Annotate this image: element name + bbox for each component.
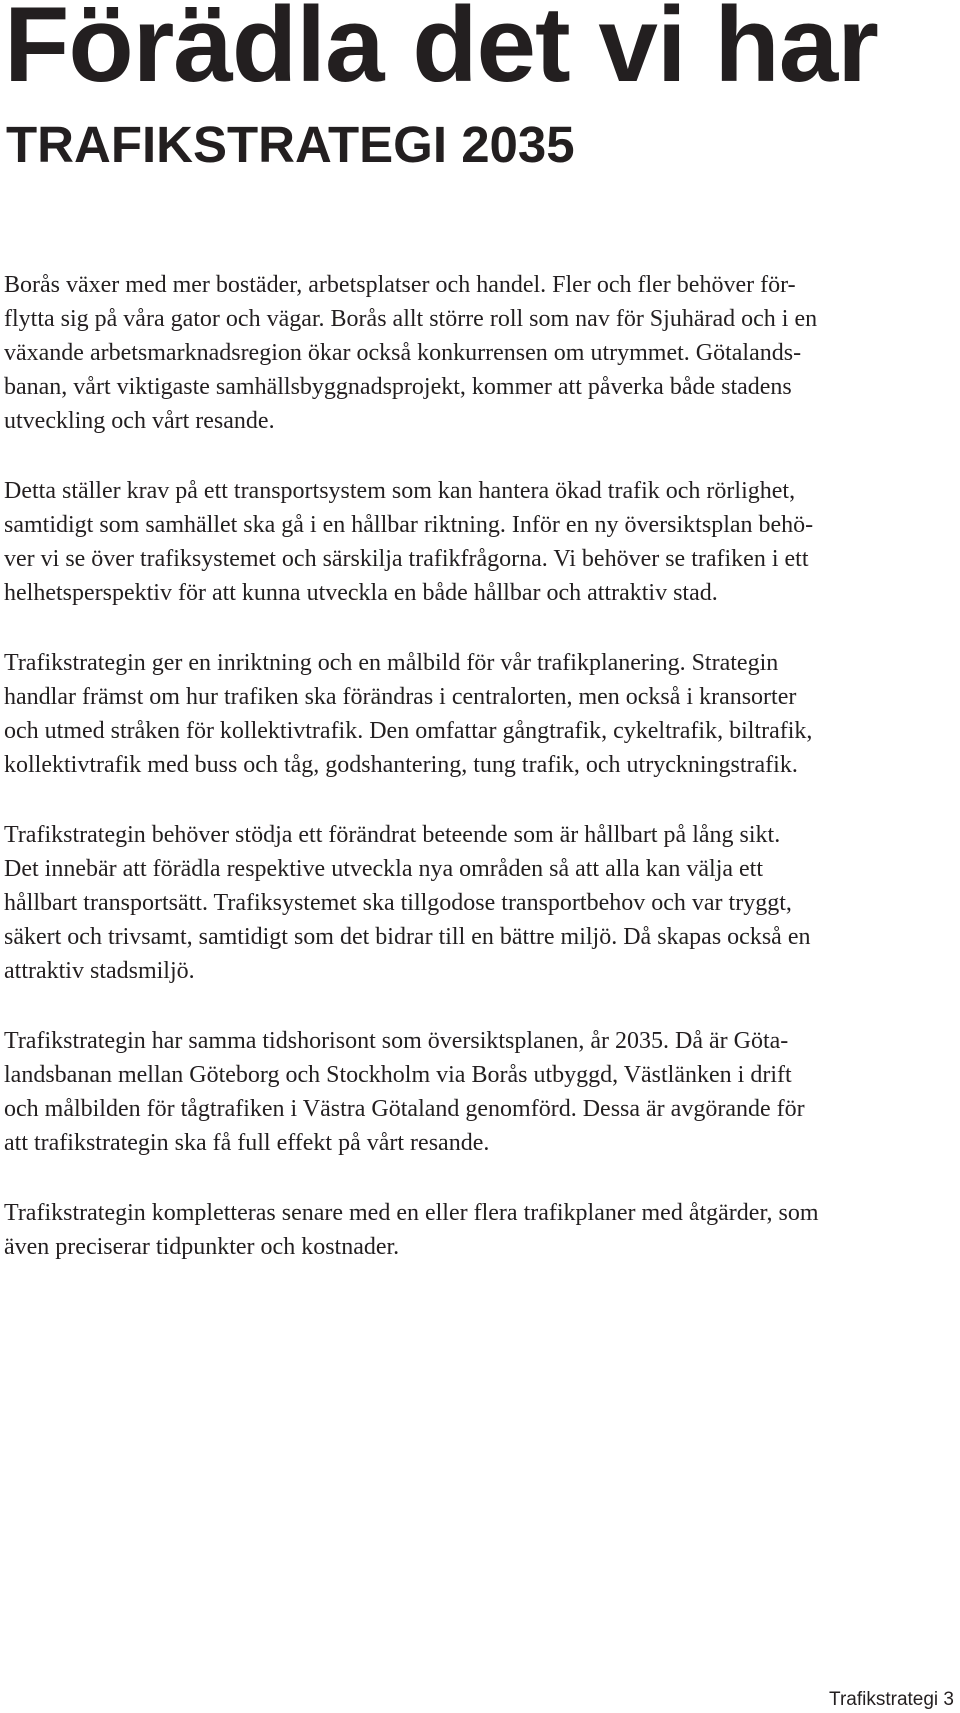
paragraph-future-plans: Trafikstrategin kompletteras senare med en eller flera trafikplaner med åtgärder, som även preciserar tidpunkter och kostnader. (4, 1200, 819, 1260)
page-footer: Trafikstrategi 3 (829, 1689, 954, 1711)
page-title: Förädla det vi har (4, 0, 878, 104)
page-subtitle: TRAFIKSTRATEGI 2035 (6, 116, 575, 173)
paragraph-requirements: Detta ställer krav på ett transportsystem som kan hantera ökad trafik och rörlighet, samtidigt som samhället ska gå i en hållbar riktning. Inför en ny översiktsplan behö- ver vi se över trafiksystemet och särskilja trafikfrågorna. Vi behöver se trafiken i ett helhetsperspektiv för att kunna utveckla en både hållbar och attraktiv stad. (4, 478, 814, 606)
paragraph-direction: Trafikstrategin ger en inriktning och en målbild för vår trafikplanering. Strategin handlar främst om hur trafiken ska förändras i centralorten, men också i kransorter och utmed stråken för kollektivtrafik. Den omfattar gångtrafik, cykeltrafik, biltrafik, kollektivtrafik med buss och tåg, godshantering, tung trafik, och utryckningstrafik. (4, 650, 813, 778)
paragraph-time-horizon: Trafikstrategin har samma tidshorisont som översiktsplanen, år 2035. Då är Göta- landsbanan mellan Göteborg och Stockholm via Borås utbyggd, Västlänken i drift och målbilden för tågtrafiken i Västra Götaland genomförd. Dessa är avgörande för att trafikstrategin ska få full effekt på vårt resande. (4, 1028, 805, 1156)
paragraph-intro: Borås växer med mer bostäder, arbetsplatser och handel. Fler och fler behöver för- flytta sig på våra gator och vägar. Borås allt större roll som nav för Sjuhärad och i en växande arbetsmarknadsregion ökar också konkurrensen om utrymmet. Götalands- banan, vårt viktigaste samhällsbyggnadsprojekt, kommer att påverka både stadens utveckling och vårt resande. (4, 272, 818, 434)
body-text (4, 268, 956, 1300)
paragraph-behavior: Trafikstrategin behöver stödja ett förändrat beteende som är hållbart på lång sikt. Det innebär att förädla respektive utveckla nya områden så att alla kan välja ett hållbart transportsätt. Trafiksystemet ska tillgodose transportbehov och var tryggt, säkert och trivsamt, samtidigt som det bidrar till en bättre miljö. Då skapas också en attraktiv stadsmiljö. (4, 822, 811, 984)
